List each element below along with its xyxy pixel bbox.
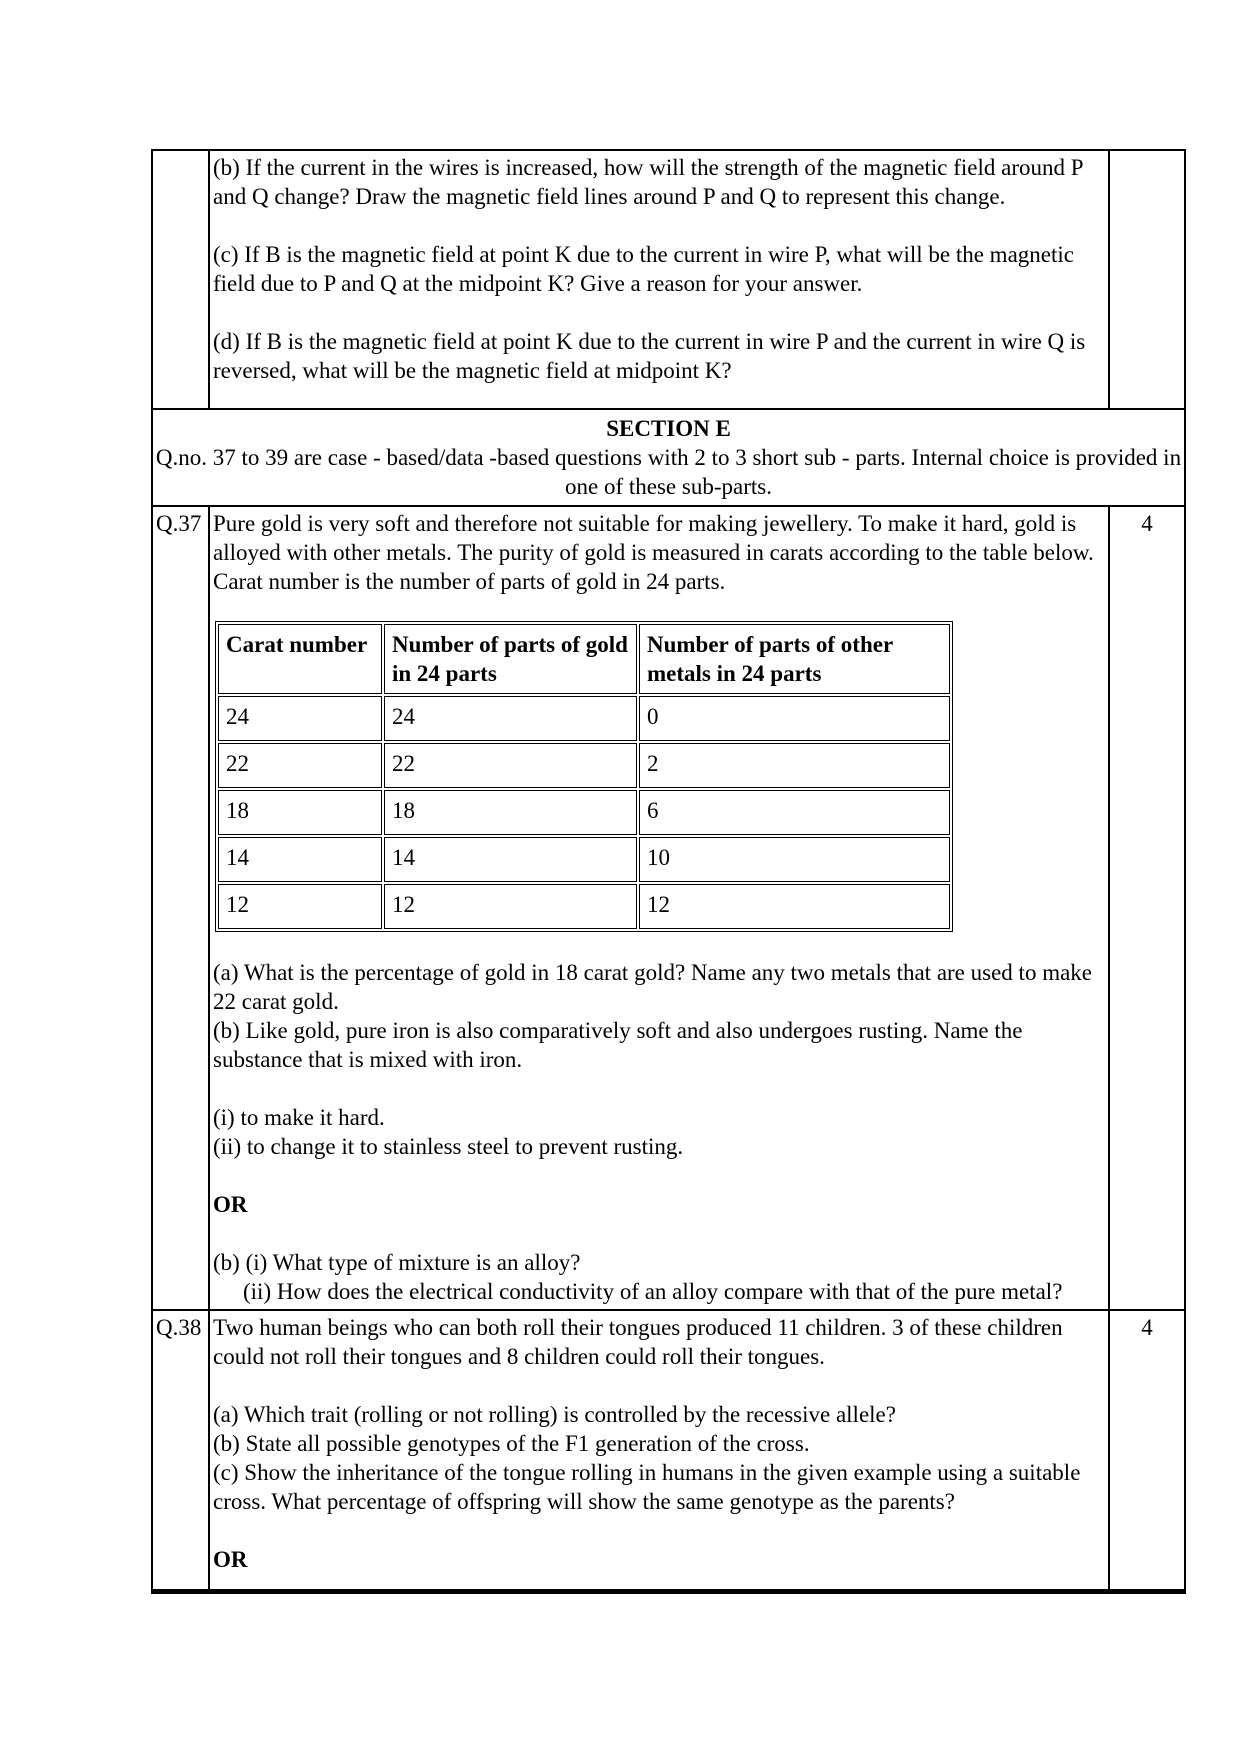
row-section-e: [152, 409, 1185, 506]
q37-alt-part-b-i: (b) (i) What type of mixture is an alloy?: [213, 1250, 581, 1275]
carat-cell-r2c2: 6: [639, 790, 950, 835]
exam-table: [151, 149, 1186, 1594]
q37-number: Q.37: [152, 506, 209, 1310]
q37-intro: Pure gold is very soft and therefore not suitable for making jewellery. To make it hard, gold is alloyed with other metals. The purity of gold is measured in carats according to the table below. Carat number is the number of parts of gold in 24 parts.: [213, 511, 1094, 594]
carat-header-other-metals: Number of parts of other metals in 24 parts: [639, 624, 950, 694]
carat-table-row: [218, 696, 950, 741]
carat-cell-r2c1: 18: [384, 790, 637, 835]
q38-or-label: OR: [213, 1547, 248, 1572]
q38-part-a: (a) Which trait (rolling or not rolling) is controlled by the recessive allele?: [213, 1402, 896, 1427]
q37-part-a: (a) What is the percentage of gold in 18 carat gold? Name any two metals that are used to make 22 carat gold.: [213, 960, 1092, 1014]
row-q37: [152, 506, 1185, 1310]
carat-cell-r2c0: 18: [218, 790, 382, 835]
carat-cell-r4c0: 12: [218, 884, 382, 929]
carat-cell-r3c2: 10: [639, 837, 950, 882]
section-e-instruction: Q.no. 37 to 39 are case - based/data -based questions with 2 to 3 short sub - parts. Internal choice is provided in one of these sub-parts.: [155, 445, 1182, 499]
q38-part-b: (b) State all possible genotypes of the F1 generation of the cross.: [213, 1431, 810, 1456]
q37-sub-i: (i) to make it hard.: [213, 1105, 385, 1130]
carat-table-row: [218, 790, 950, 835]
carat-table-row: [218, 837, 950, 882]
q38-part-c: (c) Show the inheritance of the tongue rolling in humans in the given example using a suitable cross. What percentage of offspring will show the same genotype as the parents?: [213, 1460, 1081, 1514]
carat-header-carat-number: Carat number: [218, 624, 382, 694]
carat-cell-r0c1: 24: [384, 696, 637, 741]
magnetic-field-question-body: [209, 150, 1109, 409]
carat-cell-r3c0: 14: [218, 837, 382, 882]
carat-header-row: [218, 624, 950, 694]
carat-cell-r0c2: 0: [639, 696, 950, 741]
carat-cell-r1c2: 2: [639, 743, 950, 788]
carat-cell-r4c1: 12: [384, 884, 637, 929]
section-e-cell: [152, 409, 1185, 506]
question-number-cell-empty: [152, 150, 209, 409]
q38-body: [209, 1310, 1109, 1591]
carat-header-gold-parts: Number of parts of gold in 24 parts: [384, 624, 637, 694]
q37-marks: 4: [1109, 506, 1185, 1310]
marks-cell-empty: [1109, 150, 1185, 409]
q37-sub-ii: (ii) to change it to stainless steel to prevent rusting.: [213, 1134, 684, 1159]
q37-or-label: OR: [213, 1192, 248, 1217]
question-part-b: (b) If the current in the wires is increased, how will the strength of the magnetic field around P and Q change? Draw the magnetic field lines around P and Q to represent this change.: [213, 155, 1083, 209]
carat-table: [215, 621, 953, 932]
q38-marks: 4: [1109, 1310, 1185, 1591]
q37-part-b: (b) Like gold, pure iron is also comparatively soft and also undergoes rusting. Name the substance that is mixed with iron.: [213, 1018, 1023, 1072]
carat-table-row: [218, 743, 950, 788]
q37-body: [209, 506, 1109, 1310]
carat-cell-r1c0: 22: [218, 743, 382, 788]
carat-table-row: [218, 884, 950, 929]
carat-cell-r0c0: 24: [218, 696, 382, 741]
question-part-c: (c) If B is the magnetic field at point K due to the current in wire P, what will be the magnetic field due to P and Q at the midpoint K? Give a reason for your answer.: [213, 242, 1074, 296]
section-e-title: SECTION E: [606, 416, 731, 441]
question-part-d: (d) If B is the magnetic field at point K due to the current in wire P and the current in wire Q is reversed, what will be the magnetic field at midpoint K?: [213, 329, 1086, 383]
q37-alt-part-b-ii: (ii) How does the electrical conductivity of an alloy compare with that of the pure metal?: [243, 1279, 1063, 1304]
carat-cell-r1c1: 22: [384, 743, 637, 788]
q38-intro: Two human beings who can both roll their tongues produced 11 children. 3 of these children could not roll their tongues and 8 children could roll their tongues.: [213, 1315, 1063, 1369]
q38-number: Q.38: [152, 1310, 209, 1591]
row-q38: [152, 1310, 1185, 1591]
carat-cell-r3c1: 14: [384, 837, 637, 882]
carat-cell-r4c2: 12: [639, 884, 950, 929]
row-magnetic-field-question: [152, 150, 1185, 409]
